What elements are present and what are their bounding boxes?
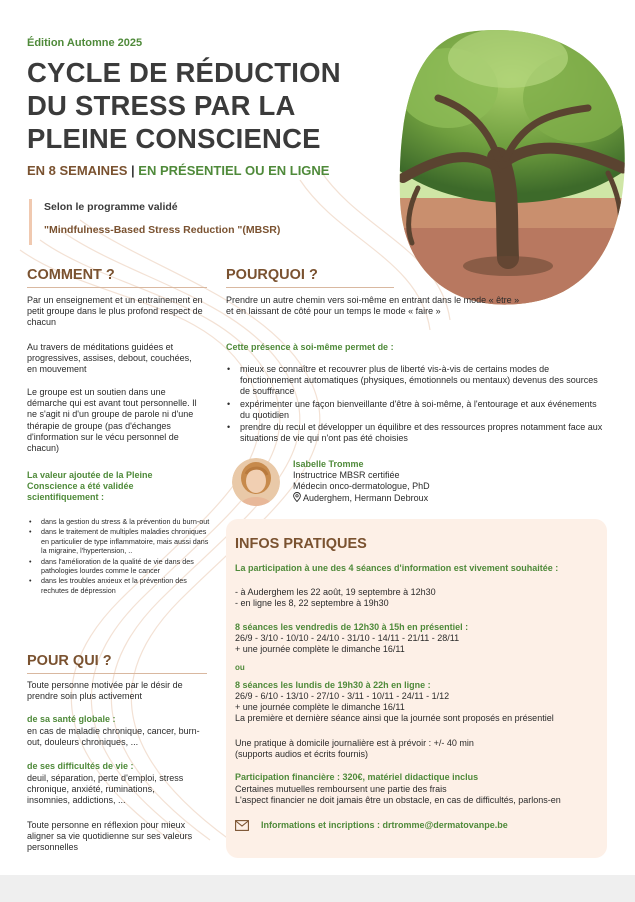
footer-bar — [0, 875, 635, 902]
pourqui-outro: Toute personne en réflexion pour mieux aligner sa vie quotidienne sur ses valeurs personnelles — [27, 820, 193, 853]
contact-info: Informations et incriptions : drtromme@dermatovanpe.be — [261, 820, 508, 830]
instructor-name: Isabelle Tromme — [293, 459, 364, 469]
pourquoi-underline — [226, 287, 394, 288]
lundi-dates: 26/9 - 6/10 - 13/10 - 27/10 - 3/11 - 10/11 - 24/11 - 1/12 — [235, 691, 450, 701]
vie-heading: de ses difficultés de vie : — [27, 761, 134, 771]
page-title — [27, 56, 397, 155]
instructor-role: Instructrice MBSR certifiée — [293, 470, 400, 480]
instructor-title: Médecin onco-dermatologue, PhD — [293, 481, 430, 491]
location-text: Auderghem, Hermann Debroux — [303, 493, 429, 503]
presence-heading: Cette présence à soi-même permet de : — [226, 342, 394, 352]
subtitle-mode: EN PRÉSENTIEL OU EN LIGNE — [138, 163, 330, 178]
ou-separator: ou — [235, 663, 245, 672]
lundi-extra: + une journée complète le dimanche 16/11 — [235, 702, 405, 712]
pourqui-heading: POUR QUI ? — [27, 653, 112, 669]
location-pin-icon — [293, 492, 301, 502]
title-line-3: PLEINE CONSCIENCE — [27, 123, 321, 154]
vendredi-heading: 8 séances les vendredis de 12h30 à 15h en présentiel : — [235, 622, 469, 632]
list-item: • dans le traitement de multiples maladies chroniques en particulier de type inflammatoire, mais aussi dans la migraine, l'hypertension, .. — [27, 527, 212, 555]
list-item: • dans la gestion du stress & la prévention du burn-out — [27, 517, 212, 526]
vendredi-dates: 26/9 - 3/10 - 10/10 - 24/10 - 31/10 - 14/11 - 21/11 - 28/11 — [235, 633, 460, 643]
list-item: • dans les troubles anxieux et la prévention des rechutes de dépression — [27, 576, 212, 595]
list-item: • mieux se connaître et recouvrer plus de liberté vis-à-vis de certains modes de fonctionnement automatiques (physiques, émotionnels ou mentaux) devenus des sources de souffrance — [226, 364, 608, 398]
edition-label: Édition Automne 2025 — [27, 37, 143, 49]
participation-line-2: - en ligne les 8, 22 septembre à 19h30 — [235, 598, 389, 608]
vendredi-extra: + une journée complète le dimanche 16/11 — [235, 644, 405, 654]
title-line-1: CYCLE DE RÉDUCTION — [27, 57, 341, 88]
pourqui-intro: Toute personne motivée par le désir de prendre soin plus activement — [27, 680, 183, 702]
infos-heading: INFOS PRATIQUES — [235, 536, 367, 552]
subtitle-duration: EN 8 SEMAINES — [27, 163, 128, 178]
title-line-2: DU STRESS PAR LA — [27, 90, 296, 121]
comment-paragraph-3: Le groupe est un soutien dans une démarche qui est avant tout personnelle. Il ne s'agit ni d'un groupe de parole ni d'une thérapie de groupe (pas d'échanges d'information sur le vécu personnel de chacun) — [27, 387, 197, 454]
pratique-line-2: (supports audios et écrits fournis) — [235, 749, 369, 759]
financiere-line-2: L'aspect financier ne doit jamais être un obstacle, en cas de difficultés, parlons-en — [235, 795, 561, 805]
financiere-heading: Participation financière : 320€, matériel didactique inclus — [235, 772, 479, 782]
program-name: "Mindfulness-Based Stress Reduction "(MBSR) — [44, 224, 281, 236]
sante-heading: de sa santé globale : — [27, 714, 116, 724]
program-label: Selon le programme validé — [44, 201, 178, 213]
participation-heading: La participation à une des 4 séances d'information est vivement souhaitée : — [235, 563, 559, 573]
pratique-line-1: Une pratique à domicile journalière est à prévoir : +/- 40 min — [235, 738, 474, 748]
presence-list — [226, 364, 608, 445]
pourquoi-heading: POURQUOI ? — [226, 267, 318, 283]
comment-paragraph-1: Par un enseignement et un entrainement en petit groupe dans le plus profond respect de chacun — [27, 295, 203, 328]
pourqui-underline — [27, 673, 207, 674]
list-item: • dans l'amélioration de la qualité de vie dans des pathologies lourdes comme le cancer — [27, 557, 212, 576]
subtitle-separator: | — [127, 163, 139, 178]
valeur-heading: La valeur ajoutée de la Pleine Conscience a été validée scientifiquement : — [27, 470, 153, 503]
sante-text: en cas de maladie chronique, cancer, burn-out, douleurs chroniques, ... — [27, 726, 200, 748]
participation-line-1: - à Auderghem les 22 août, 19 septembre à 12h30 — [235, 587, 436, 597]
list-item: • expérimenter une façon bienveillante d'être à soi-même, à l'entourage et aux événements du quotidien — [226, 399, 608, 421]
comment-paragraph-2: Au travers de méditations guidées et progressives, assises, debout, couchées, en mouvement — [27, 342, 192, 375]
mail-icon — [235, 820, 249, 831]
tree-photo — [398, 28, 626, 306]
instructor-location — [293, 492, 428, 504]
page-subtitle — [27, 163, 329, 178]
pourquoi-intro: Prendre un autre chemin vers soi-même en entrant dans le mode « être » et en laissant de côté pour un temps le mode « faire » — [226, 295, 520, 317]
quote-bar — [29, 199, 32, 245]
list-item: • prendre du recul et développer un équilibre et des ressources propres notamment face aux situations de vie qui n'ont pas été choisies — [226, 422, 608, 444]
vie-text: deuil, séparation, perte d'emploi, stress chronique, anxiété, ruminations, insomnies, addictions, ... — [27, 773, 184, 806]
comment-underline — [27, 287, 207, 288]
lundi-heading: 8 séances les lundis de 19h30 à 22h en ligne : — [235, 680, 431, 690]
financiere-line-1: Certaines mutuelles remboursent une partie des frais — [235, 784, 447, 794]
valeur-list — [27, 517, 212, 596]
lundi-note: La première et dernière séance ainsi que la journée sont proposés en présentiel — [235, 713, 554, 723]
comment-heading: COMMENT ? — [27, 267, 115, 283]
instructor-photo — [232, 458, 280, 506]
